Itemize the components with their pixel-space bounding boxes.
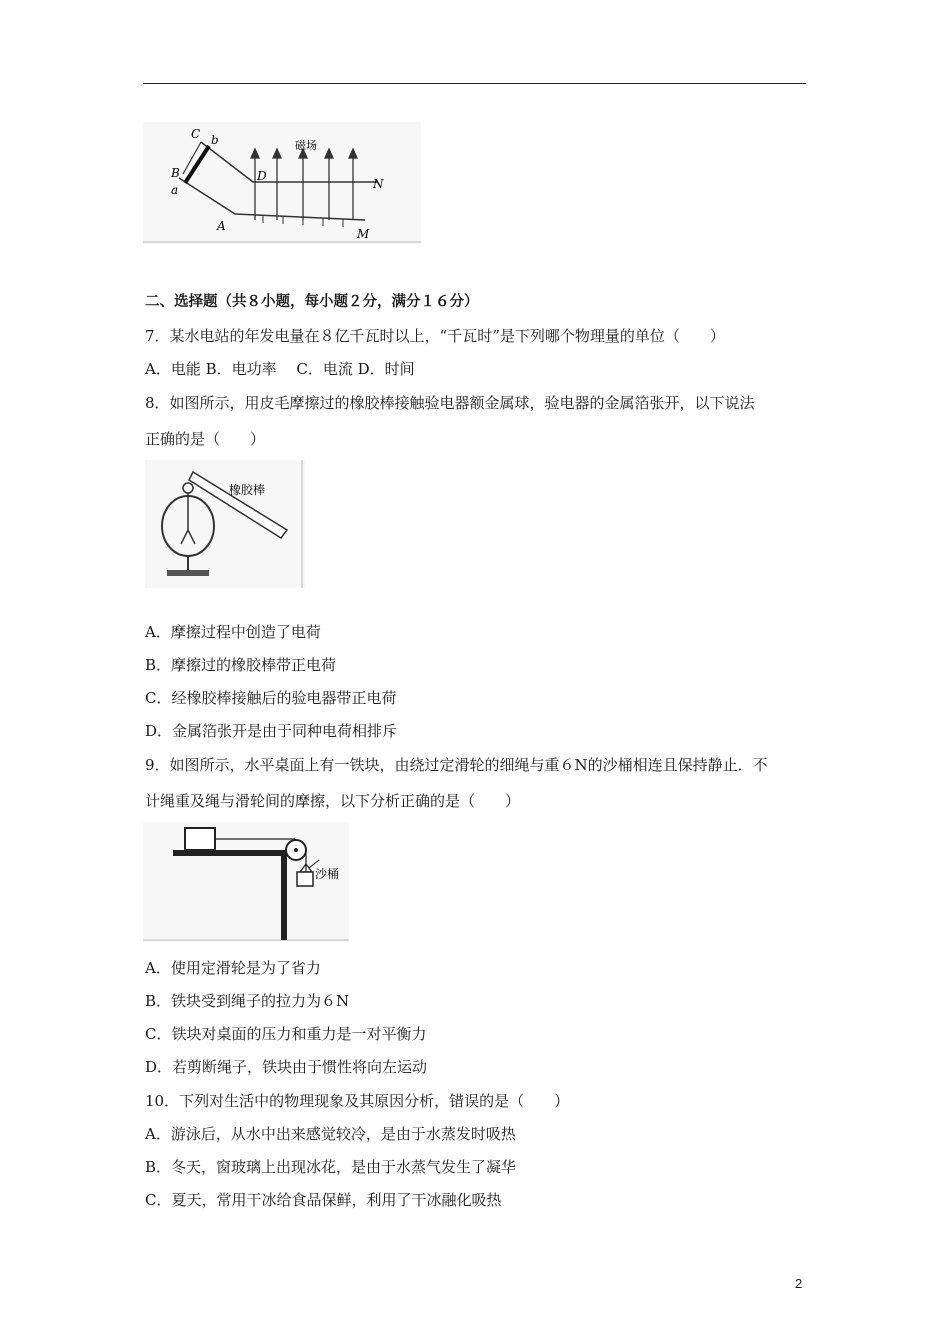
label-A: A: [217, 219, 226, 233]
figure-magnetic-rails: [143, 122, 421, 244]
label-M: M: [357, 227, 370, 241]
q8-stem-line2: 正确的是（ ）: [145, 430, 266, 448]
q8-option-c: C．经橡胶棒接触后的验电器带正电荷: [145, 689, 397, 707]
label-B: B: [171, 166, 180, 180]
q9-option-d: D．若剪断绳子，铁块由于惯性将向左运动: [145, 1058, 428, 1076]
page-number: 2: [795, 1276, 803, 1291]
q8-option-a: A．摩擦过程中创造了电荷: [145, 623, 321, 641]
label-b: b: [211, 133, 219, 147]
label-rubber-rod: 橡胶棒: [229, 483, 266, 497]
q10-option-b: B．冬天，窗玻璃上出现冰花，是由于水蒸气发生了凝华: [145, 1158, 517, 1176]
q9-option-c: C．铁块对桌面的压力和重力是一对平衡力: [145, 1025, 427, 1043]
q8-option-b: B．摩擦过的橡胶棒带正电荷: [145, 656, 337, 674]
q9-stem-line2: 计绳重及绳与滑轮间的摩擦，以下分析正确的是（ ）: [145, 792, 521, 810]
label-field: 磁场: [295, 139, 317, 152]
figure-electroscope: [145, 460, 305, 588]
label-a: a: [171, 183, 179, 197]
label-N: N: [373, 177, 384, 191]
q8-option-d: D．金属箔张开是由于同种电荷相排斥: [145, 722, 398, 740]
q10-option-c: C．夏天，常用干冰给食品保鲜，利用了干冰融化吸热: [145, 1191, 502, 1209]
figure-pulley: [143, 822, 349, 942]
q9-option-a: A．使用定滑轮是为了省力: [145, 959, 321, 977]
q8-stem-line1: 8．如图所示，用皮毛摩擦过的橡胶棒接触验电器额金属球，验电器的金属箔张开，以下说法: [145, 394, 755, 412]
q7-options: A．电能 B．电功率 C．电流 D．时间: [145, 360, 415, 378]
section-heading: 二、选择题（共８小题，每小题２分，满分１６分）: [145, 294, 479, 310]
label-D: D: [257, 169, 267, 183]
q7-stem: 7．某水电站的年发电量在８亿千瓦时以上，“千瓦时”是下列哪个物理量的单位（ ）: [145, 327, 725, 345]
q9-stem-line1: 9．如图所示，水平桌面上有一铁块，由绕过定滑轮的细绳与重６N的沙桶相连且保持静止．不: [145, 756, 768, 774]
label-sand-bucket: 沙桶: [315, 867, 340, 881]
header-rule: [143, 83, 806, 84]
q9-option-b: B．铁块受到绳子的拉力为６N: [145, 992, 350, 1010]
label-C: C: [191, 127, 201, 141]
q10-option-a: A．游泳后，从水中出来感觉较冷，是由于水蒸发时吸热: [145, 1125, 516, 1143]
q10-stem: 10．下列对生活中的物理现象及其原因分析，错误的是（ ）: [145, 1092, 570, 1110]
